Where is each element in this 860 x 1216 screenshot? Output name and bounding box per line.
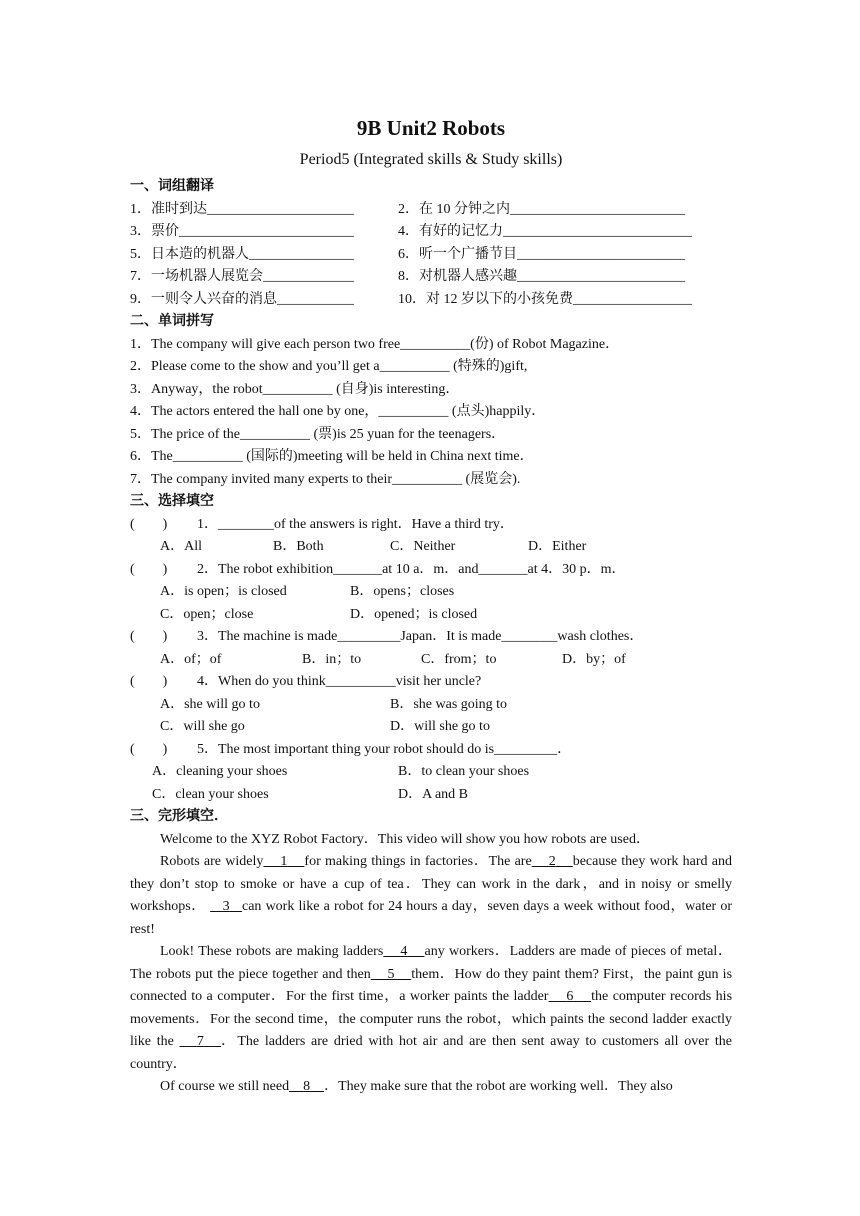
section-heading: 三、完形填空．	[130, 809, 228, 824]
options-row	[130, 604, 732, 627]
passage-text: Look! These robots are making ladders	[160, 944, 384, 959]
phrase-row	[130, 221, 732, 244]
passage-text: ．They make sure that the robot are working well．They also	[324, 1079, 673, 1094]
options-row	[130, 784, 732, 807]
option-a: A．cleaning your shoes	[152, 764, 288, 779]
phrase-item: 5．日本造的机器人_______________	[130, 246, 354, 262]
question-text: 3．The machine is made_________Japan．It is made________wash clothes．	[197, 629, 644, 644]
option-d: D．opened；is closed	[350, 606, 478, 622]
passage-text: the computer records his movements．For the second time，the computer runs the robot，which paints the second ladder exactly like the	[130, 989, 733, 1049]
phrase-item: 2．在 10 分钟之内_________________________	[398, 201, 685, 217]
passage-text: them．How do they paint them? First，the paint gun is connected to a computer．For the first time，a worker paints the ladder	[130, 966, 733, 1004]
passage-text: because they work hard and they don’t stop to smoke or have a cup of tea．They can work in the dark，and in noisy or smelly workshops．	[130, 854, 733, 914]
phrase-row	[130, 266, 732, 289]
option-c: C．open；close	[160, 606, 254, 622]
options-row	[130, 649, 732, 672]
question-2	[130, 559, 732, 582]
question-1	[130, 514, 732, 537]
section-heading: 一、词组翻译	[130, 179, 214, 194]
question-5	[130, 739, 732, 762]
phrase-row	[130, 244, 732, 267]
passage-paragraph	[130, 1076, 732, 1099]
spelling-item: 6．The__________ (国际的)meeting will be held in China next time．	[130, 449, 534, 464]
passage-text: Robots are widely	[160, 854, 264, 869]
option-a: A．is open；is closed	[160, 584, 287, 599]
spelling-item: 5．The price of the__________ (票)is 25 yuan for the teenagers．	[130, 426, 506, 442]
page-title: 9B Unit2 Robots	[356, 116, 506, 140]
option-b: B．Both	[273, 539, 324, 554]
blank-3	[210, 899, 242, 914]
phrase-item: 10．对 12 岁以下的小孩免费_________________	[398, 291, 692, 307]
option-a: A．of；of	[160, 651, 222, 667]
phrase-item: 7．一场机器人展览会_____________	[130, 269, 354, 284]
blank-number: 7	[196, 1034, 204, 1049]
blank-7	[180, 1034, 222, 1049]
options-row	[130, 761, 732, 784]
blank-2	[532, 854, 573, 869]
passage-text: Of course we still need	[160, 1079, 290, 1094]
option-a: A．All	[160, 539, 202, 554]
answer-bracket: ( )	[130, 674, 168, 689]
phrase-item: 1．准时到达_____________________	[130, 201, 354, 217]
blank-1	[263, 854, 304, 869]
blank-4	[383, 944, 424, 959]
question-3	[130, 626, 732, 649]
spelling-item: 3．Anyway，the robot__________ (自身)is interesting．	[130, 381, 460, 397]
passage-paragraph	[130, 851, 732, 941]
answer-bracket: ( )	[130, 516, 168, 532]
passage-text: ．The ladders are dried with hot air and are then sent away to customers all over the country．	[130, 1034, 733, 1072]
options-row	[130, 581, 732, 604]
passage-paragraph	[130, 829, 732, 852]
blank-number: 3	[222, 899, 230, 914]
option-c: C．from；to	[421, 651, 497, 667]
answer-bracket: ( )	[130, 561, 168, 577]
question-text: 5．The most important thing your robot should do is_________．	[197, 741, 572, 757]
option-d: D．Either	[528, 539, 587, 554]
blank-6	[548, 989, 591, 1004]
question-text: 4．When do you think__________visit her uncle?	[197, 674, 482, 689]
option-d: D．will she go to	[390, 719, 490, 734]
options-row	[130, 694, 732, 717]
phrase-item: 3．票价_________________________	[130, 224, 354, 239]
phrase-row	[130, 289, 732, 312]
passage-text: Welcome to the XYZ Robot Factory．This video will show you how robots are used．	[160, 831, 650, 847]
spelling-item: 7．The company invited many experts to their__________ (展览会).	[130, 471, 521, 487]
section-heading: 三、选择填空	[130, 494, 214, 509]
option-c: C．clean your shoes	[152, 786, 269, 802]
option-b: B．she was going to	[390, 696, 508, 712]
spelling-item: 4．The actors entered the hall one by one，__________ (点头)happily．	[130, 404, 546, 419]
spelling-item: 1．The company will give each person two free__________(份) of Robot Magazine．	[130, 336, 620, 352]
option-b: B．in；to	[302, 651, 362, 667]
worksheet-page	[130, 112, 732, 1099]
option-c: C．will she go	[160, 719, 245, 734]
option-d: D．A and B	[398, 786, 468, 802]
blank-5	[371, 967, 411, 982]
question-text: 1．________of the answers is right．Have a third try．	[197, 516, 514, 532]
option-d: D．by；of	[562, 651, 626, 667]
blank-number: 5	[387, 966, 395, 982]
phrase-row	[130, 199, 732, 222]
answer-bracket: ( )	[130, 741, 168, 757]
option-c: C．Neither	[390, 539, 456, 554]
phrase-item: 8．对机器人感兴趣________________________	[398, 269, 685, 284]
question-text: 2．The robot exhibition_______at 10 a．m．and_______at 4．30 p．m．	[197, 561, 626, 577]
blank-number: 4	[400, 944, 408, 959]
options-row	[130, 716, 732, 739]
option-b: B．opens；closes	[350, 584, 455, 599]
passage-text: for making things in factories．The are	[304, 854, 532, 869]
passage-text: any workers．Ladders are made of pieces of metal．The robots put the piece together and then	[130, 944, 732, 982]
phrase-item: 9．一则令人兴奋的消息___________	[130, 291, 354, 307]
options-row	[130, 536, 732, 559]
blank-8	[289, 1079, 324, 1094]
phrase-item: 4．有好的记忆力___________________________	[398, 224, 692, 239]
passage-paragraph	[130, 941, 732, 1076]
question-4	[130, 671, 732, 694]
page-subtitle: Period5 (Integrated skills & Study skills)	[299, 151, 563, 168]
blank-number: 8	[303, 1079, 311, 1094]
spelling-item: 2．Please come to the show and you’ll get a__________ (特殊的)gift,	[130, 359, 528, 374]
passage-text: can work like a robot for 24 hours a day，seven days a week without food，water or rest!	[130, 899, 733, 937]
blank-number: 6	[566, 989, 574, 1004]
blank-number: 2	[548, 854, 556, 869]
blank-number: 1	[280, 854, 288, 869]
option-a: A．she will go to	[160, 696, 260, 712]
phrase-item: 6．听一个广播节目________________________	[398, 246, 685, 262]
section-heading: 二、单词拼写	[130, 314, 214, 329]
answer-bracket: ( )	[130, 629, 168, 644]
option-b: B．to clean your shoes	[398, 764, 530, 779]
